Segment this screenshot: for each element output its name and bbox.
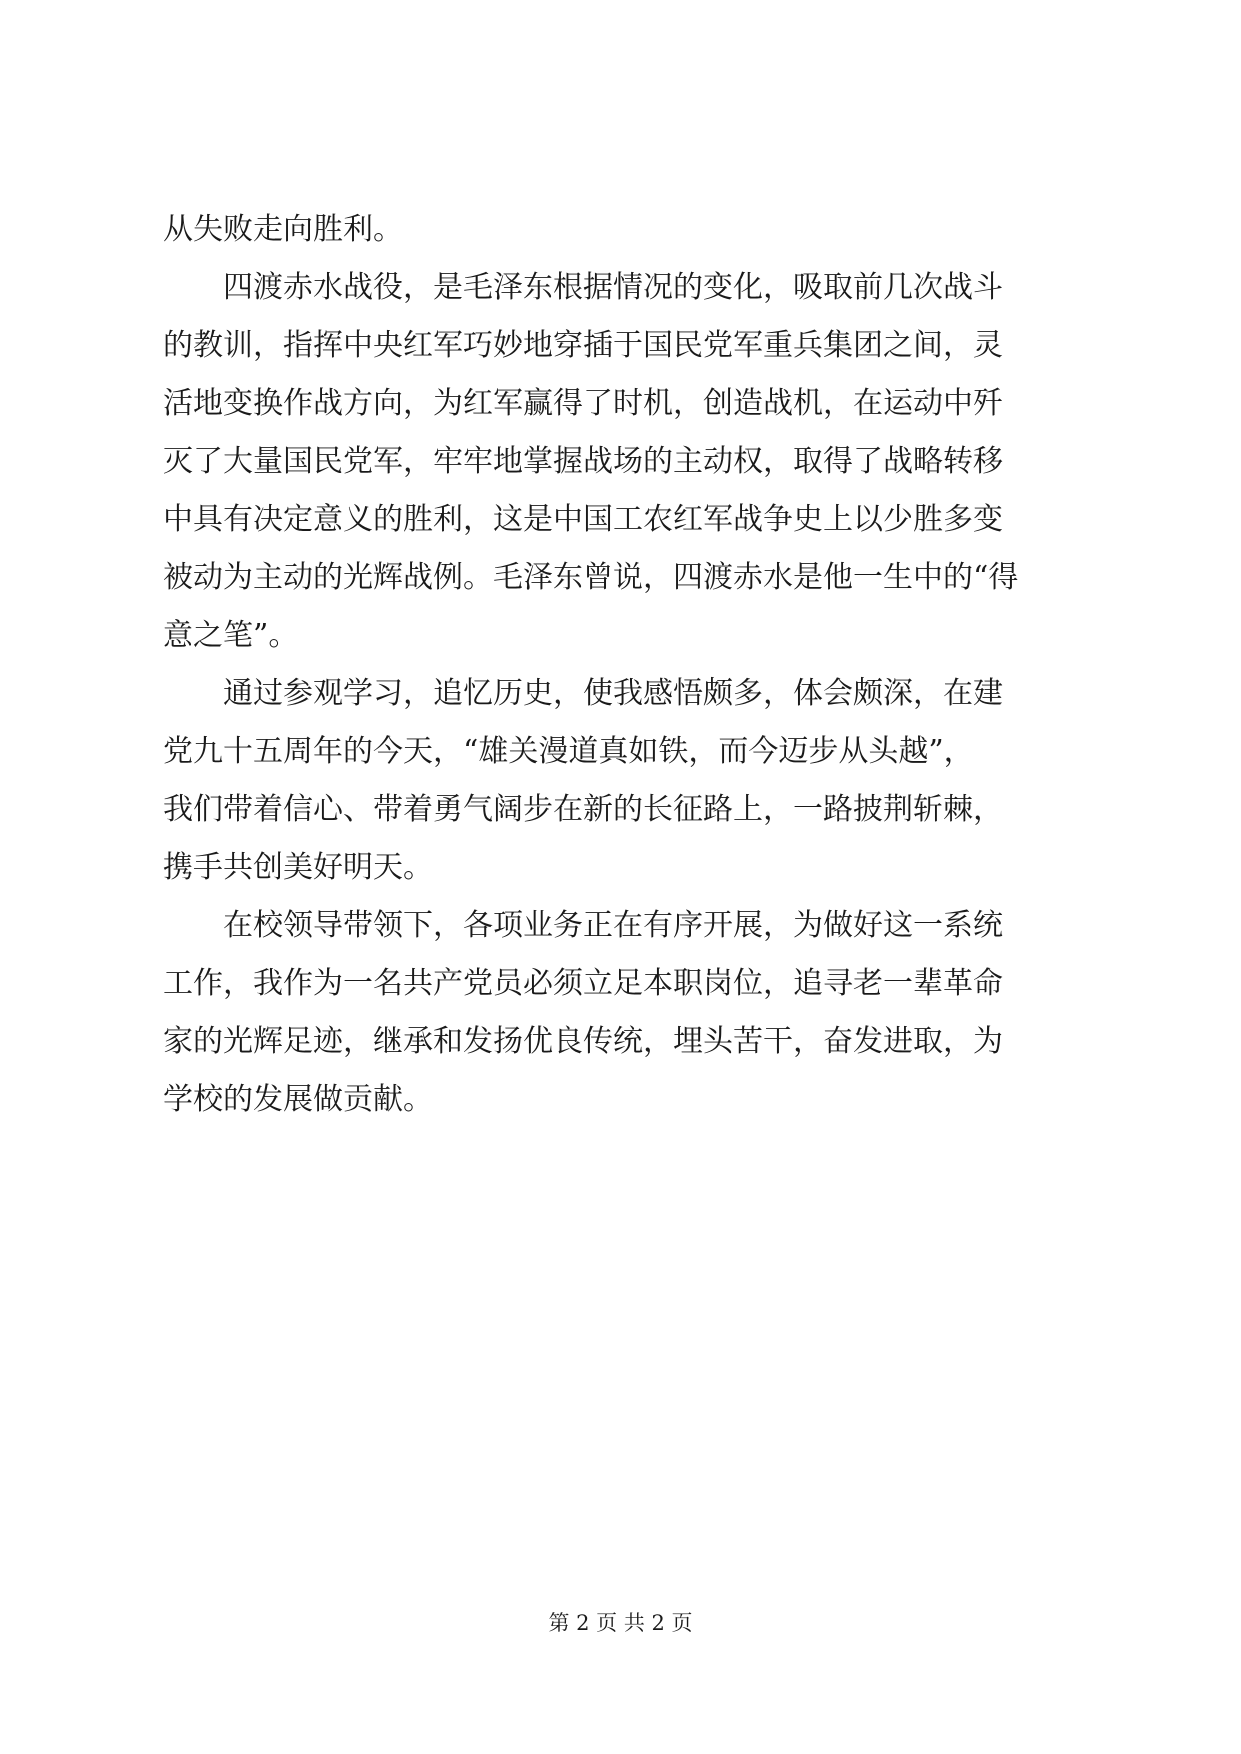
text-line: 家的光辉足迹，继承和发扬优良传统，埋头苦干，奋发进取，为: [163, 1024, 1003, 1059]
text-line: 灭了大量国民党军，牢牢地掌握战场的主动权，取得了战略转移: [163, 444, 1003, 479]
text-line: 学校的发展做贡献。: [163, 1082, 433, 1117]
text-line: 被动为主动的光辉战例。毛泽东曾说，四渡赤水是他一生中的“得: [163, 560, 1019, 595]
text-line: 在校领导带领下，各项业务正在有序开展，为做好这一系统: [223, 908, 1003, 943]
text-line: 活地变换作战方向，为红军赢得了时机，创造战机，在运动中歼: [163, 386, 1003, 421]
text-line: 意之笔”。: [163, 618, 299, 653]
text-line: 从失败走向胜利。: [163, 212, 403, 247]
text-line: 中具有决定意义的胜利，这是中国工农红军战争史上以少胜多变: [163, 502, 1003, 537]
text-line: 的教训，指挥中央红军巧妙地穿插于国民党军重兵集团之间，灵: [163, 328, 1003, 363]
text-line: 四渡赤水战役，是毛泽东根据情况的变化，吸取前几次战斗: [223, 270, 1003, 305]
text-line: 工作，我作为一名共产党员必须立足本职岗位，追寻老一辈革命: [163, 966, 1003, 1001]
page-number-footer: 第 2 页 共 2 页: [548, 1611, 693, 1635]
text-line: 通过参观学习，追忆历史，使我感悟颇多，体会颇深，在建: [223, 676, 1003, 711]
text-line: 我们带着信心、带着勇气阔步在新的长征路上，一路披荆斩棘，: [163, 792, 1003, 827]
text-line: 携手共创美好明天。: [163, 850, 433, 885]
text-line: 党九十五周年的今天，“雄关漫道真如铁，而今迈步从头越”，: [163, 734, 974, 769]
